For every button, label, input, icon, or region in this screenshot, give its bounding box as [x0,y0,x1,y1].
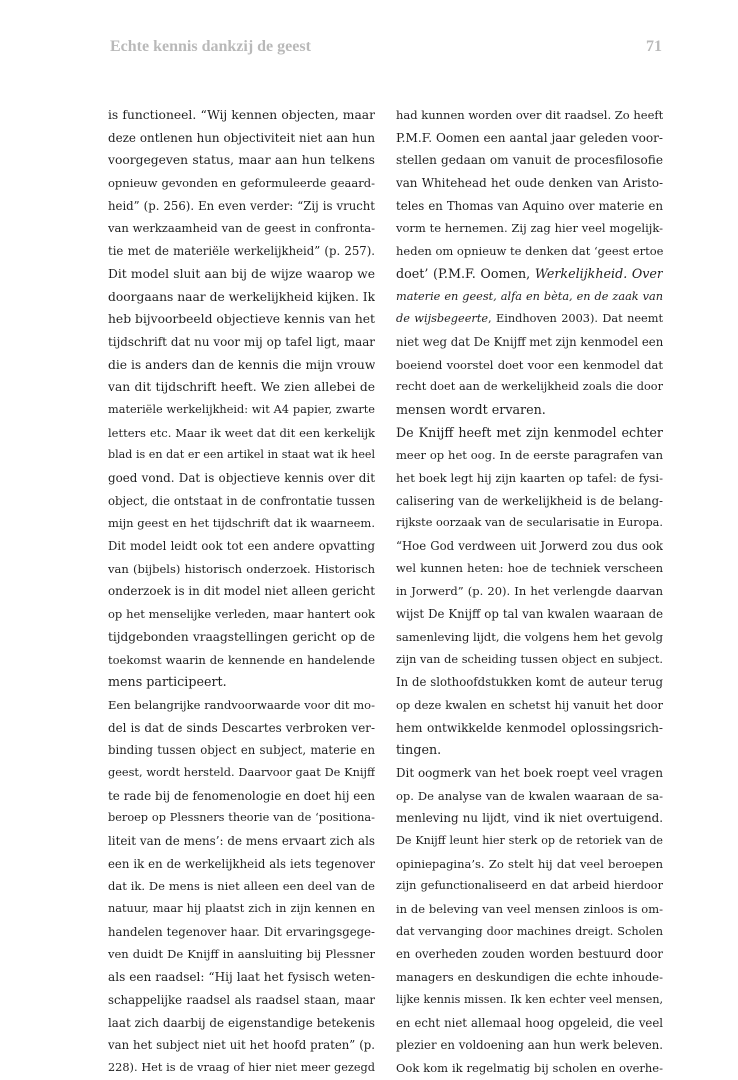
line-text: en overheden zouden worden bestuurd door [396,947,663,962]
text-line [108,966,375,989]
line-text: samenleving lijdt, die volgens hem het gevolg [396,629,663,644]
line-text: op. De analyse van de kwalen waaraan de sa- [396,788,663,803]
text-line [108,512,375,535]
text-line [108,943,375,966]
line-text: materiële werkelijkheid: wit A4 papier, zwarte [108,402,375,416]
text-line [108,853,375,876]
line-text: stellen gedaan om vanuit de procesfilosofie [396,153,663,168]
text-line [396,240,663,263]
text-line [108,739,375,762]
text-line [396,717,663,740]
text-line [396,626,663,649]
text-line [108,376,375,399]
line-text: en echt niet allemaal hoog opgeleid, die veel [396,1015,663,1030]
text-line [396,172,663,195]
line-text: opnieuw gevonden en geformuleerde geaard- [108,176,375,191]
line-text: van werkzaamheid van de geest in confronta- [108,221,375,236]
line-text: als een raadsel: “Hij laat het fysisch weten- [108,970,375,985]
running-header [110,38,662,62]
line-text: wijst De Knijff op tal van kwalen waaraan de [396,607,663,622]
line-text: menleving nu lijdt, vind ik niet overtuigend. [396,811,663,826]
text-line [108,104,375,127]
text-line [108,989,375,1012]
line-text: laat zich daarbij de eigenstandige betekenis [108,1015,375,1030]
text-line [108,127,375,150]
line-text: tijdschrift dat nu voor mij op tafel ligt, maar [108,334,375,349]
text-line [108,807,375,830]
page-number: 71 [646,38,662,55]
text-line [108,649,375,672]
line-text: het boek legt hij zijn kaarten op tafel: de fysi- [396,471,663,485]
line-text: dat vervanging door machines dreigt. Scholen [396,924,663,938]
text-line [108,898,375,921]
text-line [108,399,375,422]
line-text: tijdgebonden vraagstellingen gericht op de [108,629,375,644]
line-text: van dit tijdschrift heeft. We zien allebei de [108,380,375,395]
line-text: Ook kom ik regelmatig bij scholen en overhe- [396,1060,663,1075]
text-line [396,104,663,127]
text-line [396,739,663,762]
line-text: calisering van de werkelijkheid is de belang- [396,493,663,508]
line-text: beroep op Plessners theorie van de ‘positiona- [108,811,375,825]
text-line [396,354,663,377]
line-text: geest, wordt hersteld. Daarvoor gaat De Knijff [108,765,375,779]
text-line [108,603,375,626]
text-line [108,467,375,490]
text-line [108,354,375,377]
line-text: een ik en de werkelijkheid als iets tegenover [108,856,375,871]
line-text: letters etc. Maar ik weet dat dit een kerkelijk [108,425,375,440]
text-line [108,1034,375,1057]
line-text-continued: , Eindhoven 2003). Dat neemt [488,312,663,326]
text-column-right [396,104,663,1080]
line-text: binding tussen object en subject, materie en [108,743,375,758]
line-text: plezier en voldoening aan hun werk beleven. [396,1038,663,1053]
text-line [396,149,663,172]
line-text: op deze kwalen en schetst hij vanuit het door [396,697,663,712]
line-text: doet’ (P.M.F. Oomen, [396,265,535,281]
line-text: boeiend voorstel doet voor een kenmodel dat [396,357,663,372]
text-line [108,717,375,740]
text-line [396,1012,663,1035]
text-line [396,422,663,445]
line-text: ven duidt De Knijff in aansluiting bij Plessner [108,947,375,962]
text-line [396,558,663,581]
text-line [108,1012,375,1035]
line-text: doorgaans naar de werkelijkheid kijken. Ik [108,289,375,304]
text-line [396,830,663,853]
text-line [108,263,375,286]
line-text: mens participeert. [108,674,227,690]
text-line [396,943,663,966]
text-line [108,490,375,513]
line-text: te rade bij de fenomenologie en doet hij een [108,788,375,803]
line-text: teles en Thomas van Aquino over materie en [396,198,663,213]
line-text: hem ontwikkelde kenmodel oplossingsrich- [396,720,663,735]
line-text: van Whitehead het oude denken van Aristo- [396,176,663,191]
text-line [396,512,663,535]
line-text: Dit model sluit aan bij de wijze waarop we [108,266,375,281]
text-line [108,217,375,240]
text-line [108,149,375,172]
text-line [396,1034,663,1057]
line-text: liteit van de mens’: de mens ervaart zich als [108,834,375,848]
line-text: blad is en dat er een artikel in staat wat ik heel [108,448,375,462]
text-line [108,240,375,263]
line-text: tie met de materiële werkelijkheid” (p. 257). [108,244,375,259]
text-line [396,966,663,989]
line-text: vorm te hernemen. Zij zag hier veel mogelijk- [396,221,663,236]
line-text: wel kunnen heten: hoe de techniek verscheen [396,561,663,575]
text-line [396,1057,663,1080]
line-text: 228). Het is de vraag of hier niet meer gezegd [108,1060,375,1074]
text-line [396,989,663,1012]
line-text: deze ontlenen hun objectiviteit niet aan hun [108,130,375,145]
text-line [108,785,375,808]
line-text: P.M.F. Oomen een aantal jaar geleden voor- [396,130,663,145]
line-text: In de slothoofdstukken komt de auteur terug [396,675,663,690]
line-text: tingen. [396,742,442,758]
line-text: meer op het oog. In de eerste paragrafen van [396,448,663,463]
text-line [108,626,375,649]
line-text: zijn gefunctionaliseerd en dat arbeid hierdoor [396,879,663,893]
text-line [108,875,375,898]
line-text: “Hoe God verdween uit Jorwerd zou dus ook [396,539,663,554]
line-text: opiniepagina’s. Zo stelt hij dat veel beroepen [396,856,663,871]
text-line [108,558,375,581]
text-line [108,762,375,785]
text-line [108,172,375,195]
line-text: heden om opnieuw te denken dat ‘geest ertoe [396,244,663,259]
text-line [396,444,663,467]
text-line [108,444,375,467]
line-text: van (bijbels) historisch onderzoek. Historisch [108,561,375,576]
line-text: onderzoek is in dit model niet alleen gericht [108,584,375,599]
line-text: De Knijff leunt hier sterk op de retoriek van de [396,834,663,847]
line-text: mensen wordt ervaren. [396,401,546,417]
text-line [396,785,663,808]
text-line [396,853,663,876]
line-text: del is dat de sinds Descartes verbroken ver- [108,720,375,735]
line-text: heb bijvoorbeeld objectieve kennis van het [108,312,375,327]
text-line [396,875,663,898]
text-line [396,263,663,286]
text-line [108,671,375,694]
text-line [108,694,375,717]
line-text: had kunnen worden over dit raadsel. Zo heeft [396,108,663,122]
line-text: lijke kennis missen. Ik ken echter veel mensen, [396,992,663,1006]
line-text: dat ik. De mens is niet alleen een deel van de [108,879,375,894]
text-line [396,649,663,672]
line-text: niet weg dat De Knijff met zijn kenmodel een [396,334,663,349]
text-line [396,671,663,694]
line-italic-text: de wijsbegeerte [396,312,489,326]
text-line [396,603,663,626]
line-text: Een belangrijke randvoorwaarde voor dit mo- [108,697,375,712]
text-line [108,286,375,309]
running-title: Echte kennis dankzij de geest [110,38,311,55]
line-text: in de beleving van veel mensen zinloos is om- [396,902,663,917]
text-line [396,286,663,309]
text-line [396,376,663,399]
text-line [108,331,375,354]
text-line [108,195,375,218]
line-italic-text: Werkelijkheid. Over [534,265,663,281]
line-text: toekomst waarin de kennende en handelende [108,652,375,667]
text-line [108,422,375,445]
line-text: De Knijff heeft met zijn kenmodel echter [396,424,663,440]
text-line [396,217,663,240]
line-italic-text: materie en geest, alfa en bèta, en de zaak van [396,289,663,303]
text-line [108,1057,375,1080]
line-text: van het subject niet uit het hoofd praten” (p. [108,1038,375,1053]
text-line [396,331,663,354]
line-text: Dit model leidt ook tot een andere opvatting [108,539,375,554]
line-text: handelen tegenover haar. Dit ervaringsgege- [108,924,375,939]
line-text: zijn van de scheiding tussen object en subject. [396,652,663,666]
text-line [396,535,663,558]
text-line [108,308,375,331]
text-line [396,762,663,785]
text-line [396,308,663,331]
text-column-left [108,104,375,1080]
line-text: goed vond. Dat is objectieve kennis over dit [108,471,375,485]
text-line [396,195,663,218]
text-line [108,580,375,603]
text-line [396,694,663,717]
text-line [396,921,663,944]
line-text: object, die ontstaat in de confrontatie tussen [108,493,375,508]
line-text: heid” (p. 256). En even verder: “Zij is vrucht [108,198,375,213]
line-text: op het menselijke verleden, maar hantert ook [108,607,375,622]
text-line [396,467,663,490]
line-text: recht doet aan de werkelijkheid zoals die door [396,380,663,394]
line-text: rijkste oorzaak van de secularisatie in Europa. [396,516,663,530]
line-text: voorgegeven status, maar aan hun telkens [108,153,375,168]
line-text: mijn geest en het tijdschrift dat ik waarneem. [108,516,375,531]
text-line [396,807,663,830]
line-text: in Jorwerd” (p. 20). In het verlengde daarvan [396,584,663,599]
line-text: managers en deskundigen die echte inhoude- [396,970,663,985]
text-line [396,127,663,150]
line-text: natuur, maar hij plaatst zich in zijn kennen en [108,902,375,916]
text-line [396,580,663,603]
text-line [396,898,663,921]
line-text: is functioneel. “Wij kennen objecten, maar [108,108,375,122]
line-text: Dit oogmerk van het boek roept veel vragen [396,765,663,780]
text-line [396,490,663,513]
line-text: schappelijke raadsel als raadsel staan, maar [108,992,375,1007]
text-line [108,535,375,558]
text-line [396,399,663,422]
text-line [108,830,375,853]
text-line [108,921,375,944]
line-text: die is anders dan de kennis die mijn vrouw [108,357,375,372]
